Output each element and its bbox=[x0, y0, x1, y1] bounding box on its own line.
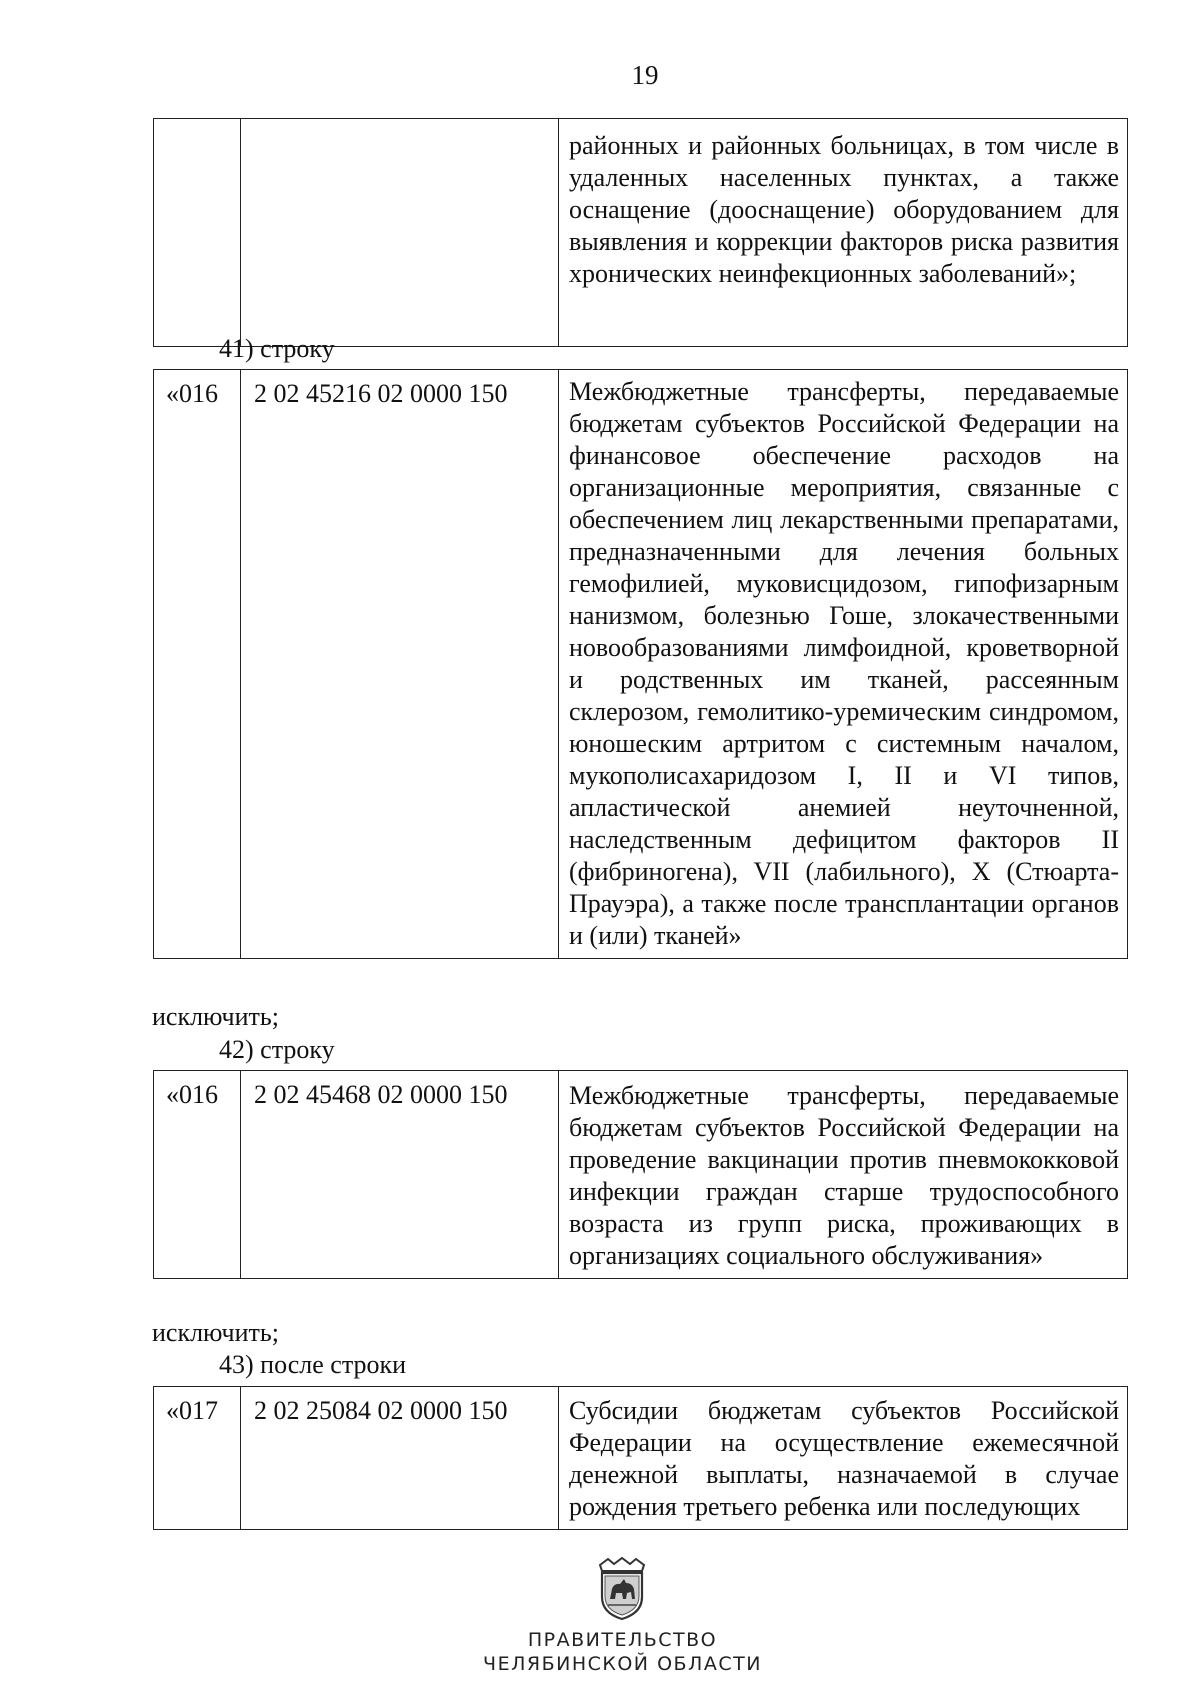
organization-region: ЧЕЛЯБИНСКОЙ ОБЛАСТИ bbox=[483, 1653, 762, 1675]
coat-of-arms-icon bbox=[594, 1555, 650, 1621]
table-row bbox=[154, 1387, 1128, 1530]
item-41-label: 41) строку bbox=[219, 334, 335, 363]
table-row bbox=[154, 119, 1128, 347]
description-cell: Субсидии бюджетам субъектов Российской Федерации на осуществление ежемесячной денежной выплаты, назначаемой в случае рождения третьего ребенка или последующих bbox=[559, 1387, 1128, 1530]
item-43-label: 43) после строки bbox=[219, 1350, 407, 1379]
budget-table-row-45216 bbox=[153, 369, 1128, 959]
kbk-code-cell: 2 02 45468 02 0000 150 bbox=[241, 1071, 559, 1279]
table-row bbox=[154, 370, 1128, 959]
exclude-label: исключить; bbox=[152, 1318, 279, 1347]
description-cell: Межбюджетные трансферты, передаваемые бюджетам субъектов Российской Федерации на проведение вакцинации против пневмококковой инфекции граждан старше трудоспособного возраста из групп риска, проживающих в организациях социального обслуживания» bbox=[559, 1071, 1128, 1279]
page-number: 19 bbox=[631, 60, 659, 90]
organization-name: ПРАВИТЕЛЬСТВО bbox=[527, 1629, 718, 1651]
budget-table-row-45468 bbox=[153, 1070, 1128, 1279]
kbk-code-cell bbox=[241, 119, 559, 347]
kbk-code-cell: 2 02 25084 02 0000 150 bbox=[241, 1387, 559, 1530]
admin-code-cell: «017 bbox=[154, 1387, 241, 1530]
admin-code-cell: «016 bbox=[154, 370, 241, 959]
description-cell: районных и районных больницах, в том числе в удаленных населенных пунктах, а также оснащение (дооснащение) оборудованием для выявления и коррекции факторов риска развития хронических неинфекционных заболеваний»; bbox=[559, 119, 1128, 347]
table-row bbox=[154, 1071, 1128, 1279]
kbk-code-cell: 2 02 45216 02 0000 150 bbox=[241, 370, 559, 959]
budget-table-continuation bbox=[153, 118, 1128, 347]
budget-table-row-25084 bbox=[153, 1386, 1128, 1530]
exclude-label: исключить; bbox=[152, 1002, 279, 1031]
description-cell: Межбюджетные трансферты, передаваемые бюджетам субъектов Российской Федерации на финансовое обеспечение расходов на организационные мероприятия, связанные с обеспечением лиц лекарственными препаратами, предназначенными для лечения больных гемофилией, муковисцидозом, гипофизарным нанизмом, болезнью Гоше, злокачественными новообразованиями лимфоидной, кроветворной и родственных им тканей, рассеянным склерозом, гемолитико-уремическим синдромом, юношеским артритом с системным началом, мукополисахаридозом I, II и VI типов, апластической анемией неуточненной, наследственным дефицитом факторов II (фибриногена), VII (лабильного), X (Стюарта-Прауэра), а также после трансплантации органов и (или) тканей» bbox=[559, 370, 1128, 959]
item-42-label: 42) строку bbox=[219, 1035, 335, 1064]
admin-code-cell bbox=[154, 119, 241, 347]
admin-code-cell: «016 bbox=[154, 1071, 241, 1279]
